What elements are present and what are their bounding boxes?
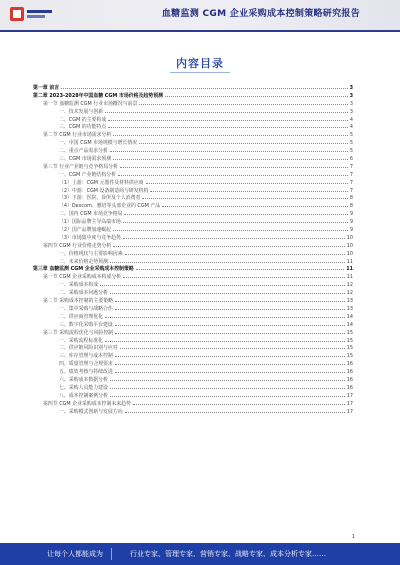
toc-leader-dots (113, 131, 348, 136)
toc-entry-label: 一、采购模式创新与发展方向 (59, 408, 123, 415)
toc-entry[interactable] (33, 242, 353, 250)
toc-entry[interactable] (33, 344, 353, 352)
page-number: 1 (351, 534, 355, 540)
toc-entry-page: 9 (349, 219, 353, 226)
toc-entry-page: 15 (346, 329, 353, 336)
toc-leader-dots (118, 171, 348, 176)
toc-leader-dots (146, 179, 348, 184)
toc-entry-label: 第二章 2023-2028年中国血糖 CGM 市场价格及趋势预测 (33, 92, 163, 99)
toc-leader-dots (108, 123, 348, 128)
toc-entry[interactable] (33, 337, 353, 345)
toc-entry-label: （3）市场集中度与竞争趋势 (59, 234, 121, 241)
toc-entry[interactable] (33, 210, 353, 218)
toc-leader-dots (110, 392, 345, 397)
toc-leader-dots (162, 202, 348, 207)
toc-leader-dots (165, 92, 348, 97)
toc-entry[interactable] (33, 147, 353, 155)
toc-entry[interactable] (33, 400, 353, 408)
toc-leader-dots (108, 116, 348, 121)
toc-entry[interactable] (33, 352, 353, 360)
toc-entry-label: 第二节 采购成本控制的主要策略 (43, 298, 114, 305)
toc-entry-label: 第三章 血糖监测 CGM 企业采购成本控制策略 (33, 266, 134, 273)
toc-leader-dots (115, 352, 345, 357)
toc-entry-label: 第一节 CGM 企业采购成本构成分析 (43, 274, 122, 281)
toc-entry[interactable] (33, 202, 353, 210)
report-title: 血糖监测 CGM 企业采购成本控制策略研究报告 (161, 9, 360, 19)
toc-entry-page: 10 (346, 234, 353, 241)
toc-entry-label: 一、中国 CGM 市场规模与增长情况 (59, 140, 138, 147)
toc-entry-page: 3 (349, 92, 353, 99)
toc-leader-dots (113, 155, 348, 160)
toc-entry[interactable] (33, 218, 353, 226)
toc-entry[interactable] (33, 155, 353, 163)
toc-leader-dots (110, 376, 345, 381)
toc-leader-dots (110, 289, 345, 294)
toc-entry[interactable] (33, 92, 353, 100)
toc-entry-page: 7 (349, 187, 353, 194)
toc-entry[interactable] (33, 123, 353, 131)
toc-leader-dots (61, 84, 347, 89)
toc-entry-label: 第一节 血糖监测 CGM 行业市场概况与前景 (43, 100, 138, 107)
toc-entry-page: 11 (346, 274, 353, 281)
toc-leader-dots (125, 408, 345, 413)
toc-entry[interactable] (33, 368, 353, 376)
toc-leader-dots (133, 400, 345, 405)
toc-entry[interactable] (33, 321, 353, 329)
company-logo (10, 5, 54, 23)
toc-entry[interactable] (33, 297, 353, 305)
toc-leader-dots (115, 321, 345, 326)
toc-leader-dots (123, 234, 345, 239)
toc-leader-dots (120, 344, 345, 349)
toc-entry-label: 二、重点产品需求分析 (59, 148, 108, 155)
toc-leader-dots (123, 218, 348, 223)
toc-entry[interactable] (33, 384, 353, 392)
toc-entry-label: 四、质量管理与合规要求 (59, 361, 113, 368)
toc-entry-label: 五、绩效考核与持续改进 (59, 369, 113, 376)
toc-entry[interactable] (33, 258, 353, 266)
toc-entry-page: 7 (349, 179, 353, 186)
toc-entry-page: 7 (349, 163, 353, 170)
toc-entry[interactable] (33, 313, 353, 321)
toc-entry-page: 7 (349, 171, 353, 178)
toc-entry-label: 第一章 前言 (33, 85, 60, 91)
toc-entry[interactable] (33, 187, 353, 195)
toc-entry[interactable] (33, 305, 353, 313)
toc-entry-label: 二、供应商管理优化 (59, 313, 104, 320)
toc-entry-label: 三、数字化采购平台建设 (59, 321, 113, 328)
toc-entry[interactable] (33, 265, 353, 273)
toc-entry-page: 14 (346, 313, 353, 320)
toc-leader-dots (150, 187, 347, 192)
toc-leader-dots (120, 163, 348, 168)
toc-entry[interactable] (33, 84, 353, 92)
toc-entry-page: 9 (349, 211, 353, 218)
toc-entry-label: 第四节 CGM 企业采购成本控制未来趋势 (43, 400, 131, 407)
footer-slogan: 让每个人都能成为 (47, 550, 103, 558)
footer-banner (0, 543, 400, 565)
toc-entry-page: 13 (346, 305, 353, 312)
toc-heading: 内容目录 (176, 57, 224, 70)
toc-entry-label: 二、CGM 的主要构成 (59, 116, 107, 123)
footer-divider (111, 548, 112, 560)
toc-leader-dots (115, 305, 345, 310)
footer-expert-list: 行业专家、管理专家、营销专家、战略专家、成本分析专家…… (130, 550, 326, 558)
toc-entry-label: （3）下游：医院、诊所及个人消费者 (59, 195, 141, 202)
toc-entry[interactable] (33, 116, 353, 124)
toc-entry[interactable] (33, 194, 353, 202)
toc-entry-page: 14 (346, 321, 353, 328)
toc-leader-dots (139, 139, 348, 144)
toc-entry-page: 4 (349, 124, 353, 131)
toc-leader-dots (110, 384, 345, 389)
toc-entry[interactable] (33, 289, 353, 297)
table-of-contents (33, 84, 353, 415)
toc-entry-label: 第四节 CGM 行业价格走势分析 (43, 242, 112, 249)
toc-entry-label: 第三节 行业产业链与竞争格局分析 (43, 163, 118, 170)
toc-entry-label: 一、CGM 产业链结构分析 (59, 171, 116, 178)
toc-entry[interactable] (33, 100, 353, 108)
toc-entry-page: 16 (346, 376, 353, 383)
toc-entry-label: 二、国内 CGM 市场竞争格局 (59, 211, 123, 218)
toc-entry[interactable] (33, 360, 353, 368)
toc-leader-dots (136, 265, 344, 270)
toc-entry-label: 三、CGM 市场需求预测 (59, 156, 112, 163)
toc-entry-label: （2）国产品牌加速崛起 (59, 227, 112, 234)
toc-entry-label: 二、未来价格走势预测 (59, 258, 108, 265)
toc-entry-page: 3 (349, 100, 353, 107)
toc-entry-page: 5 (349, 140, 353, 147)
toc-entry[interactable] (33, 392, 353, 400)
toc-entry-page: 17 (346, 400, 353, 407)
toc-entry-label: 一、技术发展与创新 (59, 108, 104, 115)
toc-leader-dots (123, 273, 345, 278)
toc-entry-label: 二、供应链风险识别与应对 (59, 345, 118, 352)
toc-entry-page: 10 (346, 250, 353, 257)
toc-entry-label: （1）上游：CGM 元器件及材料供应商 (59, 179, 144, 186)
toc-entry[interactable] (33, 163, 353, 171)
toc-leader-dots (115, 360, 345, 365)
toc-entry[interactable] (33, 226, 353, 234)
toc-entry-page: 16 (346, 361, 353, 368)
toc-entry-page: 5 (349, 148, 353, 155)
toc-leader-dots (113, 242, 344, 247)
toc-entry-page: 8 (349, 203, 353, 210)
toc-entry-page: 13 (346, 298, 353, 305)
toc-entry-page: 17 (346, 408, 353, 415)
toc-entry-page: 11 (346, 266, 353, 273)
toc-leader-dots (115, 297, 345, 302)
toc-entry[interactable] (33, 273, 353, 281)
toc-entry-label: 第二节 CGM 行业市场需求分析 (43, 132, 112, 139)
toc-entry-page: 12 (346, 282, 353, 289)
toc-entry-page: 15 (346, 353, 353, 360)
toc-leader-dots (142, 194, 348, 199)
toc-entry-label: 二、采购成本问题分析 (59, 290, 108, 297)
toc-leader-dots (105, 108, 348, 113)
toc-leader-dots (115, 368, 345, 373)
toc-entry-page: 8 (349, 195, 353, 202)
toc-entry-page: 3 (349, 108, 353, 115)
toc-leader-dots (113, 226, 348, 231)
toc-entry-label: 一、集中采购与战略合作 (59, 305, 113, 312)
report-header (0, 0, 400, 32)
toc-leader-dots (115, 329, 345, 334)
toc-leader-dots (125, 250, 345, 255)
toc-entry-page: 12 (346, 290, 353, 297)
toc-entry-label: 第三节 采购流程优化与风险控制 (43, 329, 114, 336)
toc-leader-dots (105, 337, 345, 342)
toc-entry-page: 11 (346, 258, 353, 265)
toc-entry[interactable] (33, 281, 353, 289)
toc-entry[interactable] (33, 139, 353, 147)
toc-entry-label: 一、价格现状与主要影响因素 (59, 250, 123, 257)
toc-entry-page: 5 (349, 132, 353, 139)
toc-entry-page: 4 (349, 116, 353, 123)
toc-entry[interactable] (33, 131, 353, 139)
toc-entry-page: 3 (349, 85, 353, 91)
toc-entry-label: （1）国际品牌主导高端市场 (59, 219, 121, 226)
toc-entry-page: 15 (346, 345, 353, 352)
toc-leader-dots (110, 147, 348, 152)
toc-entry[interactable] (33, 376, 353, 384)
toc-entry[interactable] (33, 408, 353, 416)
toc-entry[interactable] (33, 250, 353, 258)
toc-leader-dots (124, 210, 347, 215)
toc-entry[interactable] (33, 171, 353, 179)
toc-entry-label: 六、采购成本数据分析 (59, 376, 108, 383)
toc-entry-label: 一、采购流程标准化 (59, 337, 104, 344)
toc-entry-label: 一、采购成本构成 (59, 282, 99, 289)
toc-heading-underline (170, 72, 230, 73)
toc-entry-label: 七、采购人员能力建设 (59, 384, 108, 391)
toc-entry-label: 八、成本控制案例分析 (59, 392, 108, 399)
toc-entry-page: 17 (346, 392, 353, 399)
toc-entry-label: （2）中游：CGM 设备制造商与研发机构 (59, 187, 149, 194)
toc-entry-page: 9 (349, 227, 353, 234)
toc-entry-label: 三、CGM 的功能特点 (59, 124, 107, 131)
toc-leader-dots (139, 100, 348, 105)
toc-entry[interactable] (33, 329, 353, 337)
toc-entry-page: 15 (346, 337, 353, 344)
toc-entry-page: 16 (346, 384, 353, 391)
toc-entry[interactable] (33, 108, 353, 116)
toc-entry-page: 16 (346, 369, 353, 376)
toc-entry[interactable] (33, 234, 353, 242)
toc-leader-dots (100, 281, 345, 286)
toc-leader-dots (105, 313, 345, 318)
toc-entry-page: 6 (349, 156, 353, 163)
toc-entry-page: 10 (346, 242, 353, 249)
toc-leader-dots (110, 258, 345, 263)
toc-entry-label: （4）Dexcom、雅培等头部企业的 CGM 产品 (59, 203, 161, 210)
toc-entry[interactable] (33, 179, 353, 187)
toc-entry-label: 三、库存管理与成本控制 (59, 353, 113, 360)
